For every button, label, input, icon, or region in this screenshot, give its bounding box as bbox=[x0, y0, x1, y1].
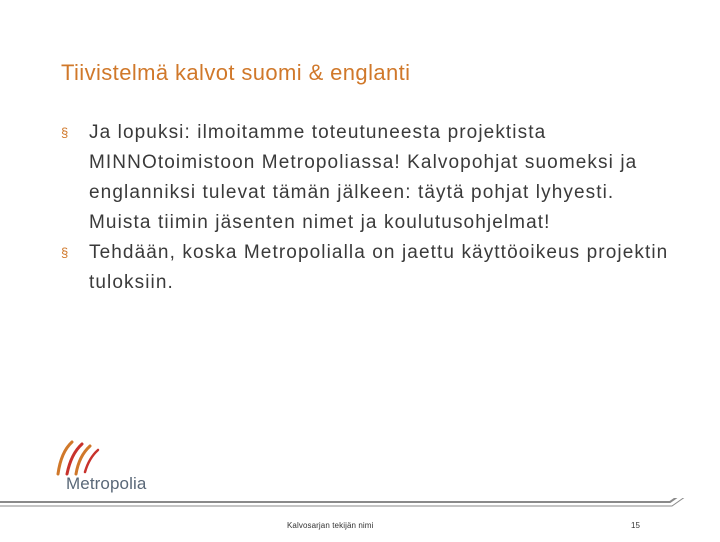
bullet-marker-icon: § bbox=[61, 125, 70, 140]
bullet-marker-icon: § bbox=[61, 245, 70, 260]
bullet-list bbox=[61, 118, 681, 298]
bullet-item bbox=[61, 118, 681, 238]
bullet-item bbox=[61, 238, 681, 298]
footer-author-name: Kalvosarjan tekijän nimi bbox=[287, 521, 374, 530]
metropolia-logo bbox=[52, 438, 162, 496]
page-number: 15 bbox=[631, 521, 640, 530]
slide-title: Tiivistelmä kalvot suomi & englanti bbox=[61, 60, 411, 85]
footer-divider bbox=[0, 498, 720, 542]
metropolia-logo-icon bbox=[52, 438, 162, 478]
logo-text: Metropolia bbox=[66, 474, 147, 493]
bullet-text: Ja lopuksi: ilmoitamme toteutuneesta projektista MINNOtoimistoon Metropoliassa! Kalvopohjat suomeksi ja englanniksi tulevat tämän jälkeen: täytä pohjat lyhyesti. Muista tiimin jäsenten nimet ja koulutusohjelmat! bbox=[89, 122, 638, 233]
bullet-text: Tehdään, koska Metropolialla on jaettu käyttöoikeus projektin tuloksiin. bbox=[89, 242, 669, 293]
